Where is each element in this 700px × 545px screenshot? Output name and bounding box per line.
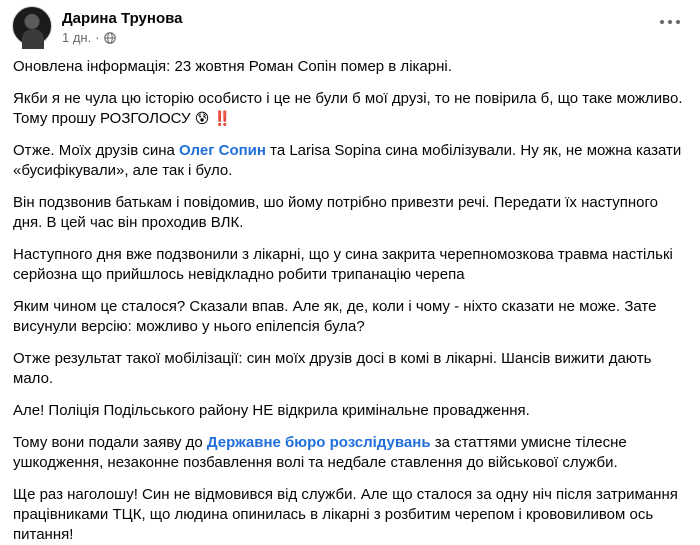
double-exclamation-emoji: ‼️ [213, 111, 231, 127]
globe-icon[interactable] [104, 32, 116, 44]
paragraph-5: Наступного дня вже подзвонили з лікарні, що у сина закрита черепномозкова травма настількі серйозна що прийшлось невідкладно робити трипанацію черепа [13, 246, 673, 283]
paragraph-6: Яким чином це сталося? Сказали впав. Але як, де, коли і чому - ніхто сказати не може. Зате висунули версію: можливо у нього епілепсія була? [13, 298, 657, 335]
paragraph-10: Ще раз наголошу! Син не відмовився від служби. Але що сталося за одну ніч після затримання працівниками ТЦК, що людина опинилась в лікарні з розбитим черепом і крововиливом ось питання! [13, 486, 678, 543]
paragraph-3: Отже. Моїх друзів сина Олег Сопин та Larisa Sopina сина мобілізували. Ну як, не можна казати «бусифікували», але так і було. [13, 142, 682, 179]
author-name[interactable]: Дарина Трунова [62, 10, 183, 27]
paragraph-2: Якби я не чула цю історію особисто і це не були б мої друзі, то не повірила б, що таке можливо. Тому прошу РОЗГОЛОСУ 😰 ‼️ [13, 90, 683, 127]
more-options-icon[interactable] [656, 12, 684, 32]
anxious-face-emoji: 😰 [194, 111, 210, 127]
post-meta [62, 30, 116, 45]
link-dbr[interactable]: Державне бюро розслідувань [206, 434, 431, 451]
paragraph-1: Оновлена інформація: 23 жовтня Роман Сопін помер в лікарні. [13, 58, 452, 75]
post-time[interactable]: 1 дн. [62, 30, 92, 45]
post-body [13, 57, 689, 545]
mention-oleg-sopin[interactable]: Олег Сопин [179, 142, 266, 159]
paragraph-7: Отже результат такої мобілізації: син моїх друзів досі в комі в лікарні. Шансів вижити дають мало. [13, 350, 652, 387]
post-header [12, 6, 688, 46]
avatar[interactable] [12, 6, 52, 46]
paragraph-4: Він подзвонив батькам і повідомив, шо йому потрібно привезти речі. Передати їх наступного дня. В цей час він проходив ВЛК. [13, 194, 658, 231]
paragraph-9: Тому вони подали заяву до Державне бюро розслідувань за статтями умисне тілесне ушкодження, незаконне позбавлення волі та недбале ставлення до військової служби. [13, 434, 627, 471]
meta-separator: · [95, 30, 100, 45]
paragraph-8: Але! Поліція Подільського району НЕ відкрила кримінальне провадження. [13, 402, 530, 419]
